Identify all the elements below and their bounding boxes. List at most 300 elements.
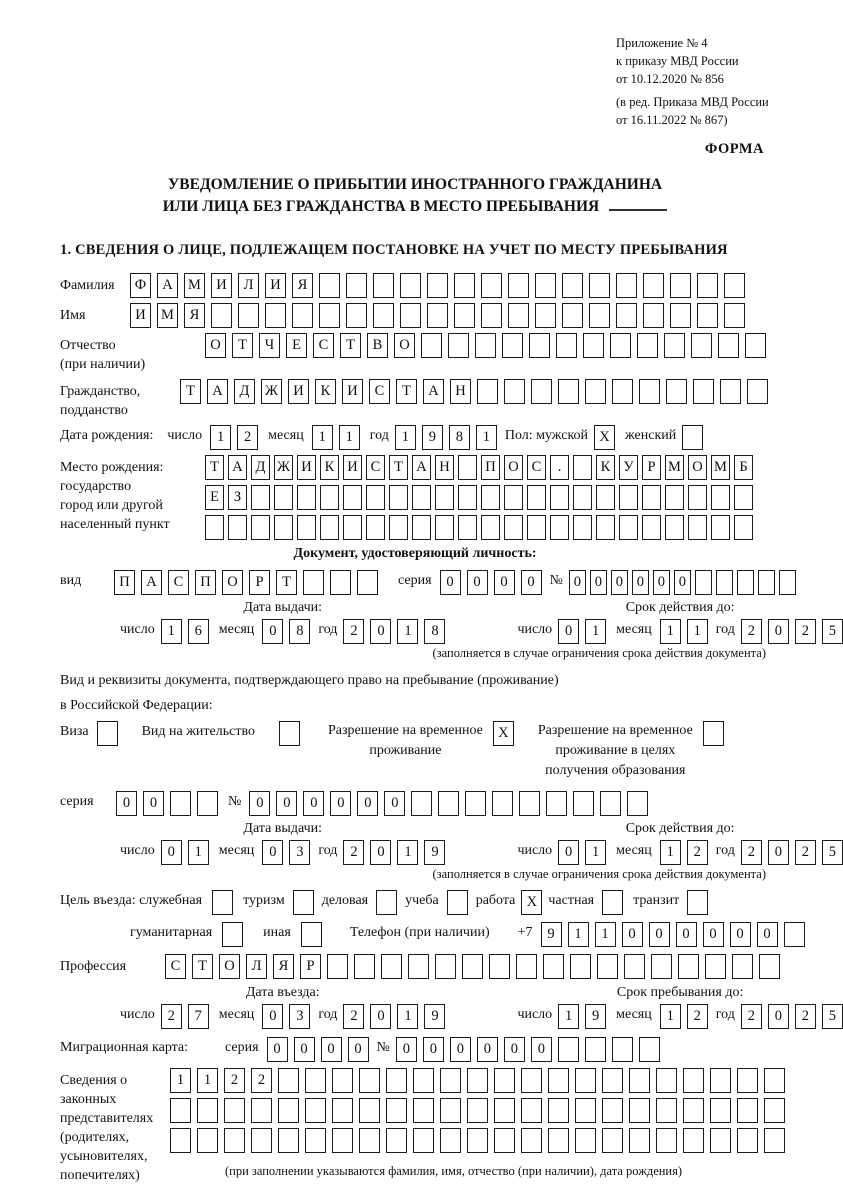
char-cell: [170, 1128, 191, 1153]
char-cell: Ж: [274, 455, 293, 480]
birth-year-cells: [395, 425, 497, 450]
surname-row: [60, 273, 770, 298]
purpose-work-checkbox: [521, 890, 542, 915]
char-cell: [602, 1068, 623, 1093]
char-cell: [438, 791, 459, 816]
char-cell: [467, 1128, 488, 1153]
issue-year-cells: [343, 619, 445, 644]
purpose-work-label: работа: [475, 893, 516, 908]
char-cell: [251, 1128, 272, 1153]
char-cell: Т: [205, 455, 224, 480]
char-cell: [639, 379, 660, 404]
entry-stay-dates: [60, 985, 836, 1029]
char-cell: [688, 515, 707, 540]
char-cell: [521, 1068, 542, 1093]
char-cell: [573, 455, 592, 480]
char-cell: [624, 954, 645, 979]
given-name-label: Имя: [60, 308, 86, 323]
char-cell: [683, 1098, 704, 1123]
sex-male-label: Пол: мужской: [504, 428, 589, 443]
purpose-transit-label: транзит: [633, 893, 680, 908]
series-label: серия: [398, 573, 432, 588]
char-cell: [458, 455, 477, 480]
char-cell: Т: [389, 455, 408, 480]
char-cell: [745, 333, 766, 358]
char-cell: [427, 303, 448, 328]
char-cell: [481, 303, 502, 328]
char-cell: [519, 791, 540, 816]
char-cell: 0: [423, 1037, 444, 1062]
char-cell: 2: [343, 619, 364, 644]
char-cell: Б: [734, 455, 753, 480]
char-cell: [251, 485, 270, 510]
char-cell: 9: [541, 922, 562, 947]
char-cell: [465, 791, 486, 816]
char-cell: [531, 379, 552, 404]
migration-number-cells: [396, 1037, 660, 1062]
entry-month-cells: [262, 1004, 310, 1029]
char-cell: [412, 485, 431, 510]
char-cell: [737, 570, 754, 595]
char-cell: [585, 379, 606, 404]
purpose-other-label: иная: [263, 925, 291, 940]
char-cell: [492, 791, 513, 816]
char-cell: 2: [741, 619, 762, 644]
char-cell: [354, 954, 375, 979]
representatives-row: [60, 1068, 770, 1185]
char-cell: [678, 954, 699, 979]
char-cell: 5: [822, 1004, 843, 1029]
char-cell: [602, 890, 623, 915]
char-cell: [435, 515, 454, 540]
residence-permit-checkbox: [279, 721, 300, 746]
char-cell: [366, 515, 385, 540]
char-cell: [343, 515, 362, 540]
day-label: число: [517, 1007, 553, 1022]
char-cell: [527, 485, 546, 510]
char-cell: С: [527, 455, 546, 480]
char-cell: [440, 1068, 461, 1093]
char-cell: Т: [232, 333, 253, 358]
char-cell: [529, 333, 550, 358]
char-cell: 1: [568, 922, 589, 947]
char-cell: Д: [234, 379, 255, 404]
char-cell: Ф: [130, 273, 151, 298]
char-cell: 1: [197, 1068, 218, 1093]
char-cell: [516, 954, 537, 979]
temp-residence-label: Разрешение на временное проживание: [327, 723, 483, 758]
char-cell: [619, 515, 638, 540]
char-cell: [212, 890, 233, 915]
char-cell: 1: [687, 619, 708, 644]
char-cell: 0: [396, 1037, 417, 1062]
stay-year-cells: [741, 1004, 843, 1029]
year-label: год: [318, 622, 338, 637]
char-cell: [301, 922, 322, 947]
residence-doc-dates: [60, 821, 836, 865]
char-cell: [97, 721, 118, 746]
char-cell: 0: [477, 1037, 498, 1062]
section1-title: 1. СВЕДЕНИЯ О ЛИЦЕ, ПОДЛЕЖАЩЕМ ПОСТАНОВКЕ НА УЧЕТ ПО МЕСТУ ПРЕБЫВАНИЯ: [60, 242, 728, 258]
char-cell: [610, 333, 631, 358]
char-cell: 3: [289, 1004, 310, 1029]
char-cell: [779, 570, 796, 595]
issue-day-cells: [161, 619, 209, 644]
month-label: месяц: [218, 1007, 255, 1022]
char-cell: И: [288, 379, 309, 404]
char-cell: [548, 1068, 569, 1093]
char-cell: [319, 303, 340, 328]
doc-kind-cells: [114, 570, 378, 595]
char-cell: [642, 515, 661, 540]
char-cell: 0: [558, 619, 579, 644]
birth-place-label: Место рождения: государство город или другой населенный пункт: [60, 460, 170, 532]
char-cell: [376, 890, 397, 915]
char-cell: 1: [397, 619, 418, 644]
char-cell: [421, 333, 442, 358]
day-label: число: [517, 843, 553, 858]
char-cell: С: [165, 954, 186, 979]
char-cell: [373, 303, 394, 328]
char-cell: [502, 333, 523, 358]
char-cell: 0: [504, 1037, 525, 1062]
char-cell: [734, 485, 753, 510]
char-cell: Я: [273, 954, 294, 979]
char-cell: [697, 303, 718, 328]
char-cell: 9: [424, 1004, 445, 1029]
month-label: месяц: [616, 1007, 652, 1022]
char-cell: 0: [143, 791, 164, 816]
year-label: год: [715, 1007, 735, 1022]
char-cell: 0: [531, 1037, 552, 1062]
char-cell: [292, 303, 313, 328]
char-cell: [548, 1128, 569, 1153]
page-title-line1: УВЕДОМЛЕНИЕ О ПРИБЫТИИ ИНОСТРАННОГО ГРАЖДАНИНА: [167, 176, 663, 193]
year-label: год: [715, 843, 735, 858]
char-cell: 2: [687, 1004, 708, 1029]
purpose-transit-checkbox: [687, 890, 708, 915]
char-cell: [521, 1128, 542, 1153]
patronymic-label: Отчество (при наличии): [60, 338, 146, 372]
char-cell: [332, 1068, 353, 1093]
char-cell: [278, 1068, 299, 1093]
char-cell: 0: [590, 570, 607, 595]
char-cell: [467, 1068, 488, 1093]
char-cell: [562, 303, 583, 328]
char-cell: [651, 954, 672, 979]
identity-doc-header: Документ, удостоверяющий личность:: [293, 546, 537, 561]
char-cell: [718, 333, 739, 358]
char-cell: 0: [370, 619, 391, 644]
char-cell: 1: [395, 425, 416, 450]
char-cell: [629, 1128, 650, 1153]
citizenship-row: [60, 379, 770, 420]
char-cell: [683, 1068, 704, 1093]
entry-date-title: Дата въезда:: [245, 985, 320, 1000]
char-cell: И: [130, 303, 151, 328]
char-cell: [710, 1098, 731, 1123]
char-cell: 0: [558, 840, 579, 865]
purpose-business-checkbox: [376, 890, 397, 915]
char-cell: [278, 1128, 299, 1153]
char-cell: .: [550, 455, 569, 480]
char-cell: И: [265, 273, 286, 298]
char-cell: [716, 570, 733, 595]
char-cell: П: [481, 455, 500, 480]
char-cell: [546, 791, 567, 816]
validity-note: (заполняется в случае ограничения срока действия документа): [432, 867, 766, 881]
surname-cells: [130, 273, 745, 298]
residence-series-row: [60, 791, 770, 816]
char-cell: Р: [642, 455, 661, 480]
char-cell: Т: [192, 954, 213, 979]
char-cell: 0: [757, 922, 778, 947]
char-cell: [627, 791, 648, 816]
series-label: серия: [60, 794, 94, 809]
char-cell: [527, 515, 546, 540]
residence-issue-day-cells: [161, 840, 209, 865]
char-cell: О: [219, 954, 240, 979]
purpose-private-checkbox: [602, 890, 623, 915]
char-cell: [412, 515, 431, 540]
char-cell: 2: [741, 840, 762, 865]
month-label: месяц: [268, 428, 304, 443]
valid-date-title: Срок действия до:: [625, 821, 735, 836]
birth-place-cells-row1: [205, 455, 753, 480]
char-cell: 1: [595, 922, 616, 947]
residence-options-row: [60, 721, 770, 781]
char-cell: [585, 1037, 606, 1062]
annex-line: от 10.12.2020 № 856: [616, 72, 724, 86]
purpose-other-checkbox: [301, 922, 322, 947]
char-cell: Е: [205, 485, 224, 510]
purpose-humanitarian-label: гуманитарная: [130, 925, 213, 940]
char-cell: [504, 515, 523, 540]
char-cell: А: [141, 570, 162, 595]
char-cell: [386, 1128, 407, 1153]
representatives-note: (при заполнении указываются фамилия, имя, отчество (при наличии), дата рождения): [225, 1164, 683, 1178]
purpose-official-checkbox: [212, 890, 233, 915]
char-cell: 6: [188, 619, 209, 644]
char-cell: [619, 485, 638, 510]
char-cell: [548, 1098, 569, 1123]
char-cell: 2: [251, 1068, 272, 1093]
day-label: число: [120, 622, 155, 637]
char-cell: [589, 303, 610, 328]
char-cell: [251, 515, 270, 540]
char-cell: [458, 485, 477, 510]
day-label: число: [120, 843, 155, 858]
char-cell: Н: [435, 455, 454, 480]
char-cell: 2: [795, 1004, 816, 1029]
char-cell: 9: [585, 1004, 606, 1029]
char-cell: [711, 515, 730, 540]
char-cell: [435, 485, 454, 510]
char-cell: 1: [339, 425, 360, 450]
char-cell: [481, 515, 500, 540]
temp-residence-checkbox: [493, 721, 514, 746]
char-cell: 2: [795, 619, 816, 644]
migration-card-label: Миграционная карта:: [60, 1040, 189, 1055]
char-cell: 0: [768, 619, 789, 644]
char-cell: 0: [450, 1037, 471, 1062]
char-cell: [688, 485, 707, 510]
char-cell: [602, 1098, 623, 1123]
char-cell: М: [665, 455, 684, 480]
char-cell: [346, 273, 367, 298]
purpose-tourism-label: туризм: [243, 893, 285, 908]
char-cell: [656, 1098, 677, 1123]
char-cell: 1: [312, 425, 333, 450]
char-cell: П: [195, 570, 216, 595]
char-cell: [711, 485, 730, 510]
char-cell: Н: [450, 379, 471, 404]
char-cell: Я: [184, 303, 205, 328]
char-cell: [575, 1068, 596, 1093]
annex-note-line: от 16.11.2022 № 867): [616, 113, 728, 127]
char-cell: [494, 1128, 515, 1153]
char-cell: К: [596, 455, 615, 480]
char-cell: [343, 485, 362, 510]
char-cell: Т: [340, 333, 361, 358]
char-cell: [381, 954, 402, 979]
stay-until-title: Срок пребывания до:: [616, 985, 744, 1000]
month-label: месяц: [616, 843, 652, 858]
residence-intro-line1: Вид и реквизиты документа, подтверждающего право на пребывание (проживание): [60, 673, 559, 688]
char-cell: М: [184, 273, 205, 298]
char-cell: [643, 273, 664, 298]
residence-valid-month-cells: [660, 840, 708, 865]
char-cell: З: [228, 485, 247, 510]
char-cell: [359, 1068, 380, 1093]
char-cell: 1: [660, 619, 681, 644]
char-cell: [764, 1128, 785, 1153]
char-cell: [764, 1068, 785, 1093]
char-cell: [297, 515, 316, 540]
char-cell: П: [114, 570, 135, 595]
char-cell: [467, 1098, 488, 1123]
char-cell: [543, 954, 564, 979]
char-cell: 1: [397, 840, 418, 865]
char-cell: [737, 1098, 758, 1123]
char-cell: [724, 303, 745, 328]
char-cell: [346, 303, 367, 328]
char-cell: [386, 1098, 407, 1123]
residence-issue-month-cells: [262, 840, 310, 865]
char-cell: [238, 303, 259, 328]
char-cell: [629, 1098, 650, 1123]
char-cell: М: [157, 303, 178, 328]
char-cell: [687, 890, 708, 915]
char-cell: [413, 1068, 434, 1093]
char-cell: 0: [262, 1004, 283, 1029]
char-cell: [389, 485, 408, 510]
year-label: год: [318, 843, 338, 858]
char-cell: [305, 1098, 326, 1123]
char-cell: [211, 303, 232, 328]
char-cell: X: [493, 721, 514, 746]
char-cell: 1: [170, 1068, 191, 1093]
purpose-business-label: деловая: [321, 893, 369, 908]
char-cell: [205, 515, 224, 540]
char-cell: 2: [161, 1004, 182, 1029]
char-cell: [764, 1098, 785, 1123]
char-cell: Т: [276, 570, 297, 595]
char-cell: 0: [357, 791, 378, 816]
char-cell: 1: [397, 1004, 418, 1029]
char-cell: [737, 1068, 758, 1093]
char-cell: [695, 570, 712, 595]
char-cell: [573, 485, 592, 510]
char-cell: 2: [343, 840, 364, 865]
year-label: год: [318, 1007, 338, 1022]
birth-day-cells: [210, 425, 258, 450]
char-cell: Я: [292, 273, 313, 298]
char-cell: [747, 379, 768, 404]
birth-month-cells: [312, 425, 360, 450]
annex-note-line: (в ред. Приказа МВД России: [616, 95, 769, 109]
char-cell: Ж: [261, 379, 282, 404]
char-cell: 0: [384, 791, 405, 816]
char-cell: У: [619, 455, 638, 480]
char-cell: [629, 1068, 650, 1093]
char-cell: А: [207, 379, 228, 404]
char-cell: 0: [370, 840, 391, 865]
issue-month-cells: [262, 619, 310, 644]
residence-permit-label: Вид на жительство: [141, 724, 255, 739]
char-cell: [448, 333, 469, 358]
char-cell: [293, 890, 314, 915]
char-cell: К: [320, 455, 339, 480]
char-cell: 0: [330, 791, 351, 816]
char-cell: [274, 515, 293, 540]
char-cell: [462, 954, 483, 979]
char-cell: Ч: [259, 333, 280, 358]
number-label: №: [549, 573, 563, 588]
char-cell: [703, 721, 724, 746]
char-cell: 0: [440, 570, 461, 595]
char-cell: 0: [249, 791, 270, 816]
char-cell: 9: [424, 840, 445, 865]
char-cell: 1: [188, 840, 209, 865]
char-cell: С: [168, 570, 189, 595]
char-cell: 0: [348, 1037, 369, 1062]
page-title: [60, 174, 770, 218]
month-label: месяц: [218, 843, 255, 858]
char-cell: [224, 1128, 245, 1153]
char-cell: 2: [741, 1004, 762, 1029]
entry-day-cells: [161, 1004, 209, 1029]
char-cell: 8: [449, 425, 470, 450]
char-cell: [758, 570, 775, 595]
char-cell: [575, 1128, 596, 1153]
char-cell: [489, 954, 510, 979]
representatives-label: Сведения о законных представителях (родителях, усыновителях, попечителях): [60, 1073, 154, 1183]
citizenship-cells: [180, 379, 768, 404]
char-cell: [386, 1068, 407, 1093]
char-cell: [612, 1037, 633, 1062]
char-cell: О: [688, 455, 707, 480]
patronymic-cells: [205, 333, 766, 358]
char-cell: [504, 379, 525, 404]
char-cell: [305, 1128, 326, 1153]
char-cell: [556, 333, 577, 358]
char-cell: [558, 379, 579, 404]
char-cell: [400, 303, 421, 328]
char-cell: И: [297, 455, 316, 480]
phone-prefix: +7: [517, 925, 533, 940]
purpose-humanitarian-checkbox: [222, 922, 243, 947]
